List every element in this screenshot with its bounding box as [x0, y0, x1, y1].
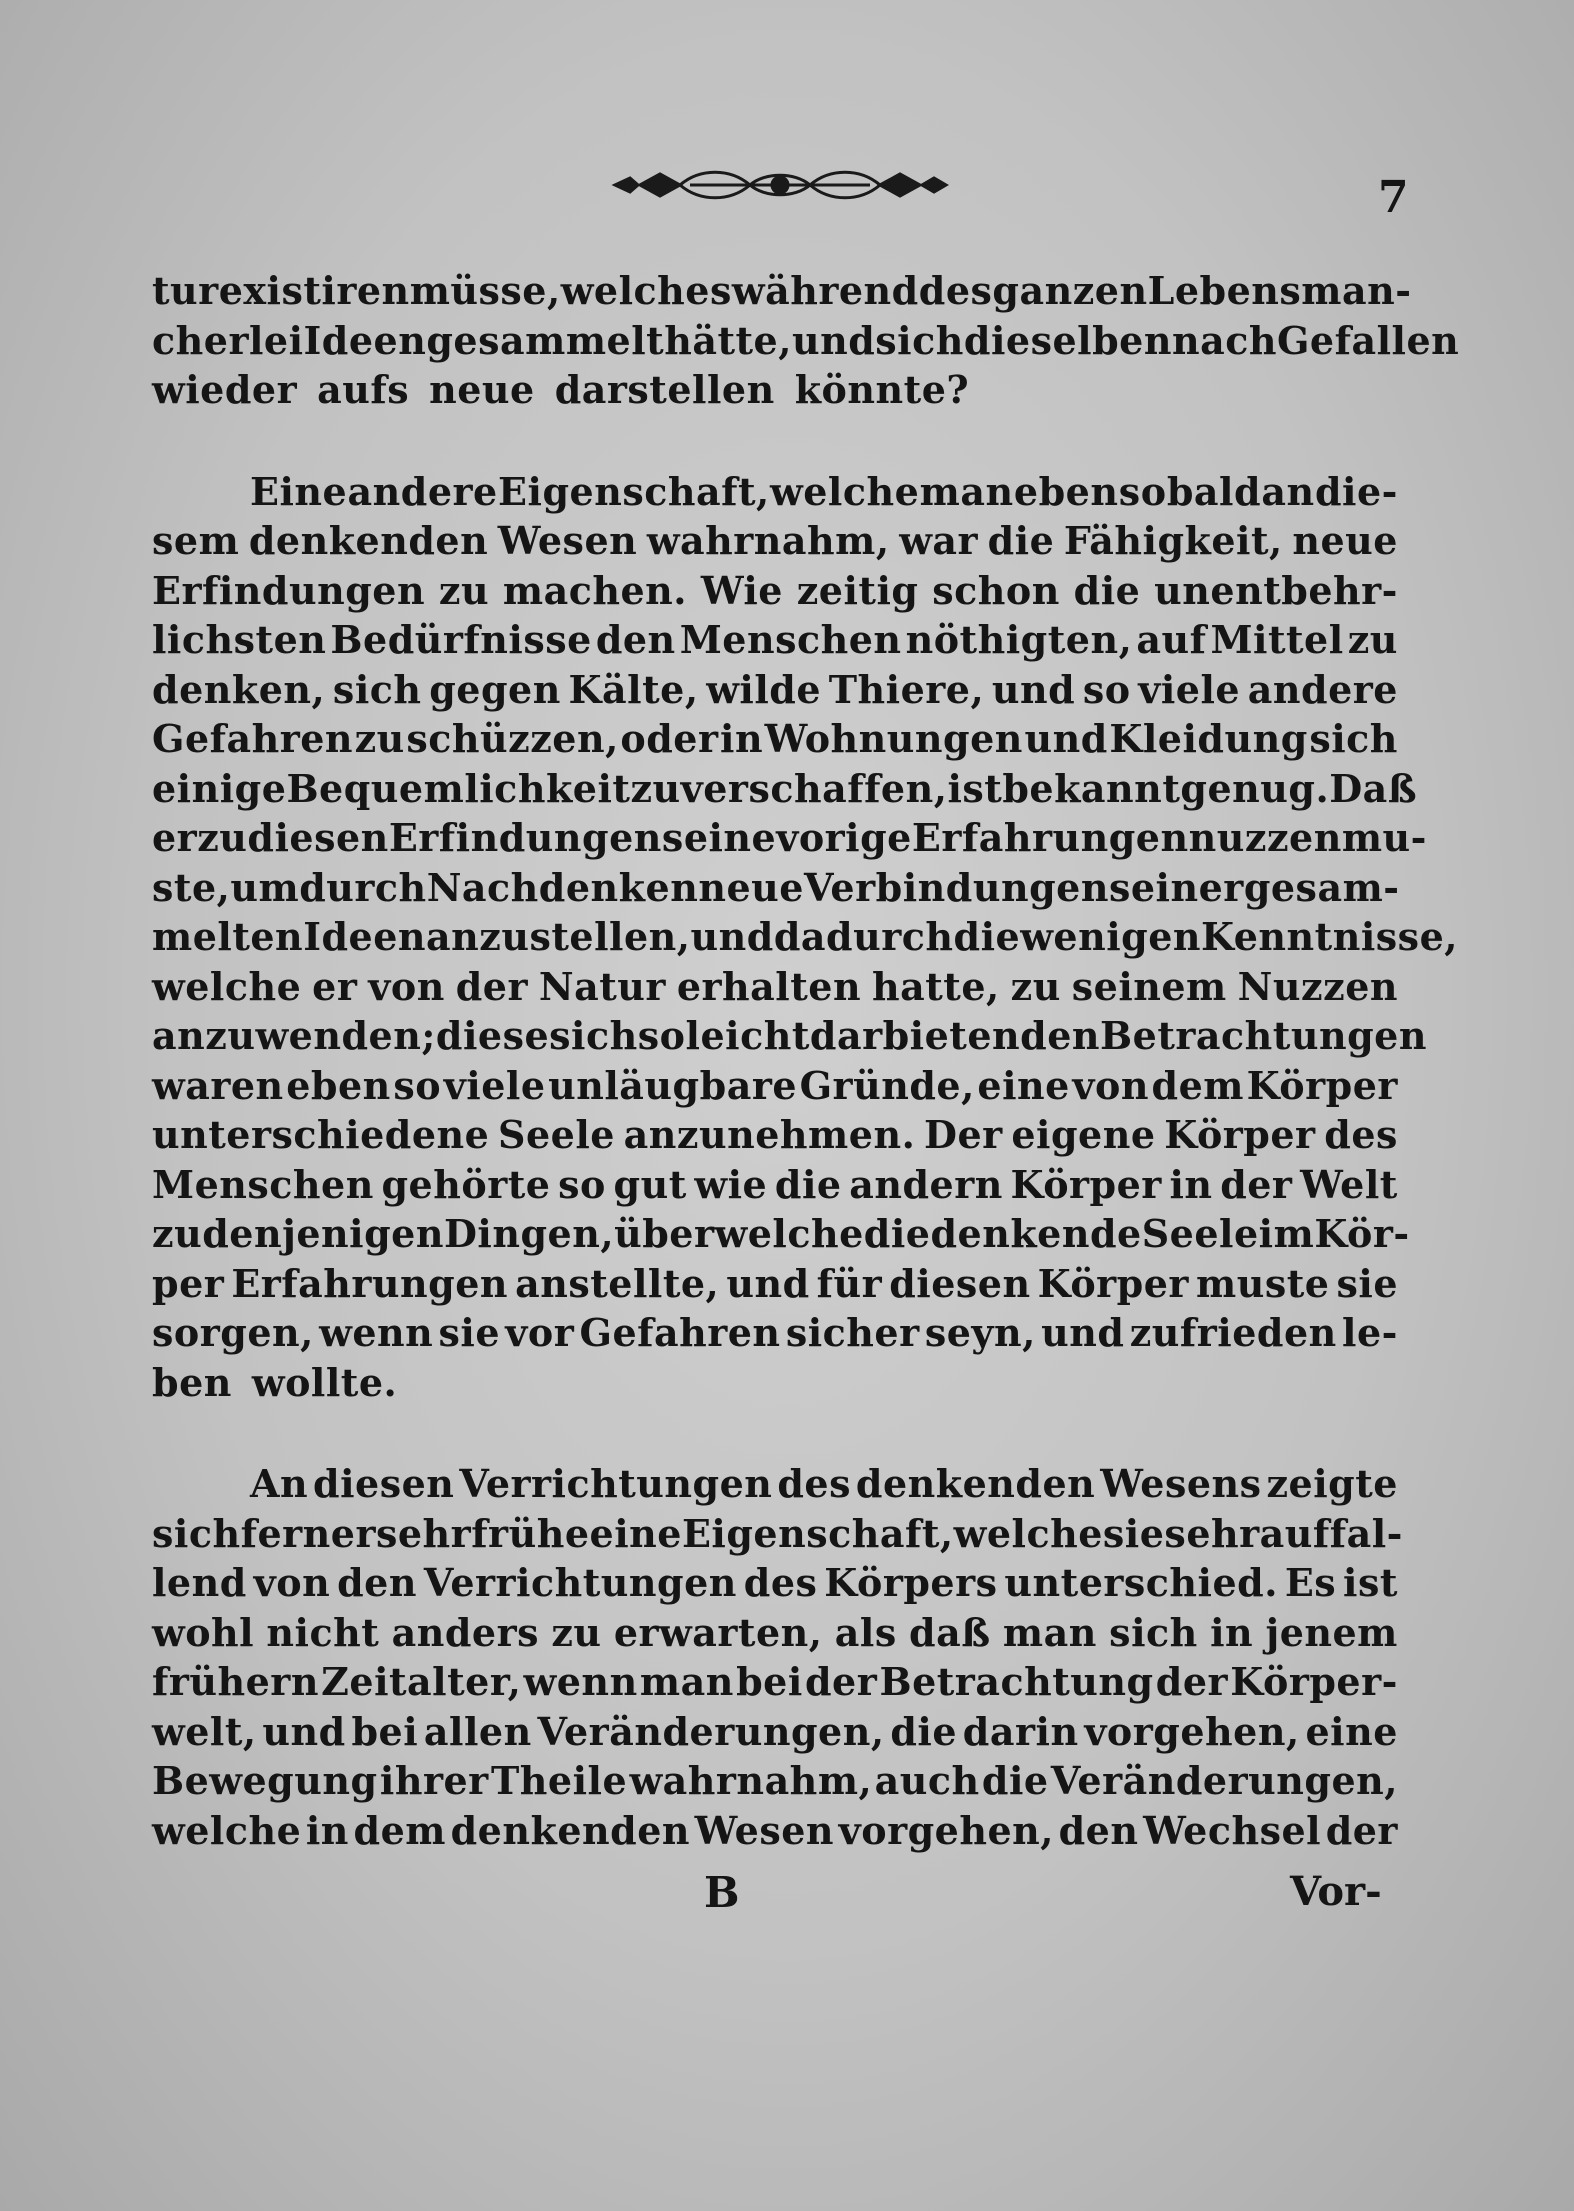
body-text — [152, 268, 1460, 1857]
text-line: Bewegung ihrer Theile wahrnahm, auch die Veränderungen, — [152, 1758, 1398, 1803]
text-line: Eine andere Eigenschaft, welche man eben so bald an die- — [250, 468, 1398, 514]
text-line: Menschen gehörte so gut wie die andern Körper in der Welt — [152, 1161, 1398, 1207]
text-line: Gefahren zu schüzzen, oder in Wohnungen und Kleidung sich — [152, 716, 1398, 761]
paragraph-gap — [152, 1409, 1398, 1461]
text-line: zu denjenigen Dingen, über welche die denkende Seele im Kör- — [152, 1211, 1410, 1256]
text-line: wieder aufs neue darstellen könnte? — [152, 367, 970, 412]
text-line: frühern Zeitalter, wenn man bei der Betrachtung der Körper- — [152, 1659, 1398, 1704]
text-line: lichsten Bedürfnisse den Menschen nöthigten, auf Mittel zu — [152, 617, 1398, 662]
paragraph — [152, 1461, 1403, 1857]
text-line: ste, um durch Nachdenken neue Verbindungen seiner gesam- — [152, 864, 1400, 910]
catchword: Vor- — [1290, 1868, 1382, 1915]
text-line: per Erfahrungen anstellte, und für diesen Körper muste sie — [152, 1260, 1398, 1306]
paragraph — [152, 468, 1458, 1410]
text-line: unterschiedene Seele anzunehmen. Der eigene Körper des — [152, 1112, 1398, 1157]
text-line: anzuwenden; diese sich so leicht darbietenden Betrachtungen — [152, 1013, 1427, 1058]
text-line: melten Ideen anzustellen, und dadurch die wenigen Kenntnisse, — [152, 914, 1458, 959]
text-line: sorgen, wenn sie vor Gefahren sicher seyn, und zufrieden le- — [152, 1310, 1398, 1355]
text-line: denken, sich gegen Kälte, wilde Thiere, und so viele andere — [152, 666, 1398, 712]
text-line: welche er von der Natur erhalten hatte, zu seinem Nuzzen — [152, 963, 1398, 1009]
text-line: einige Bequemlichkeit zu verschaffen, ist bekannt genug. Daß — [152, 765, 1418, 811]
text-line: sem denkenden Wesen wahrnahm, war die Fähigkeit, neue — [152, 518, 1398, 563]
text-line: welche in dem denkenden Wesen vorgehen, den Wechsel der — [152, 1807, 1398, 1853]
text-line: er zu diesen Erfindungen seine vorige Erfahrungen nuzzen mu- — [152, 815, 1427, 860]
text-line: wohl nicht anders zu erwarten, als daß man sich in jenem — [152, 1609, 1398, 1655]
text-line: waren eben so viele unläugbare Gründe, eine von dem Körper — [152, 1062, 1398, 1108]
paragraph-gap — [152, 417, 1398, 469]
text-line: sich ferner sehr frühe eine Eigenschaft, welche sie sehr auffal- — [152, 1510, 1403, 1556]
text-line: welt, und bei allen Veränderungen, die darin vorgehen, eine — [152, 1708, 1398, 1754]
text-line: tur existiren müsse, welches während des ganzen Lebens man- — [152, 268, 1412, 313]
text-line: An diesen Verrichtungen des denkenden Wesens zeigte — [250, 1461, 1398, 1506]
signature-mark: B — [704, 1868, 740, 1917]
text-line: Erfindungen zu machen. Wie zeitig schon die unentbehr- — [152, 567, 1398, 613]
paragraph — [152, 268, 1460, 417]
ornament-icon — [600, 160, 960, 210]
text-line: ben wollte. — [152, 1359, 398, 1405]
text-line: cherlei Ideen gesammelt hätte, und sich dieselben nach Gefallen — [152, 317, 1460, 363]
page-number: 7 — [1378, 172, 1409, 223]
text-line: lend von den Verrichtungen des Körpers unterschied. Es ist — [152, 1560, 1398, 1605]
